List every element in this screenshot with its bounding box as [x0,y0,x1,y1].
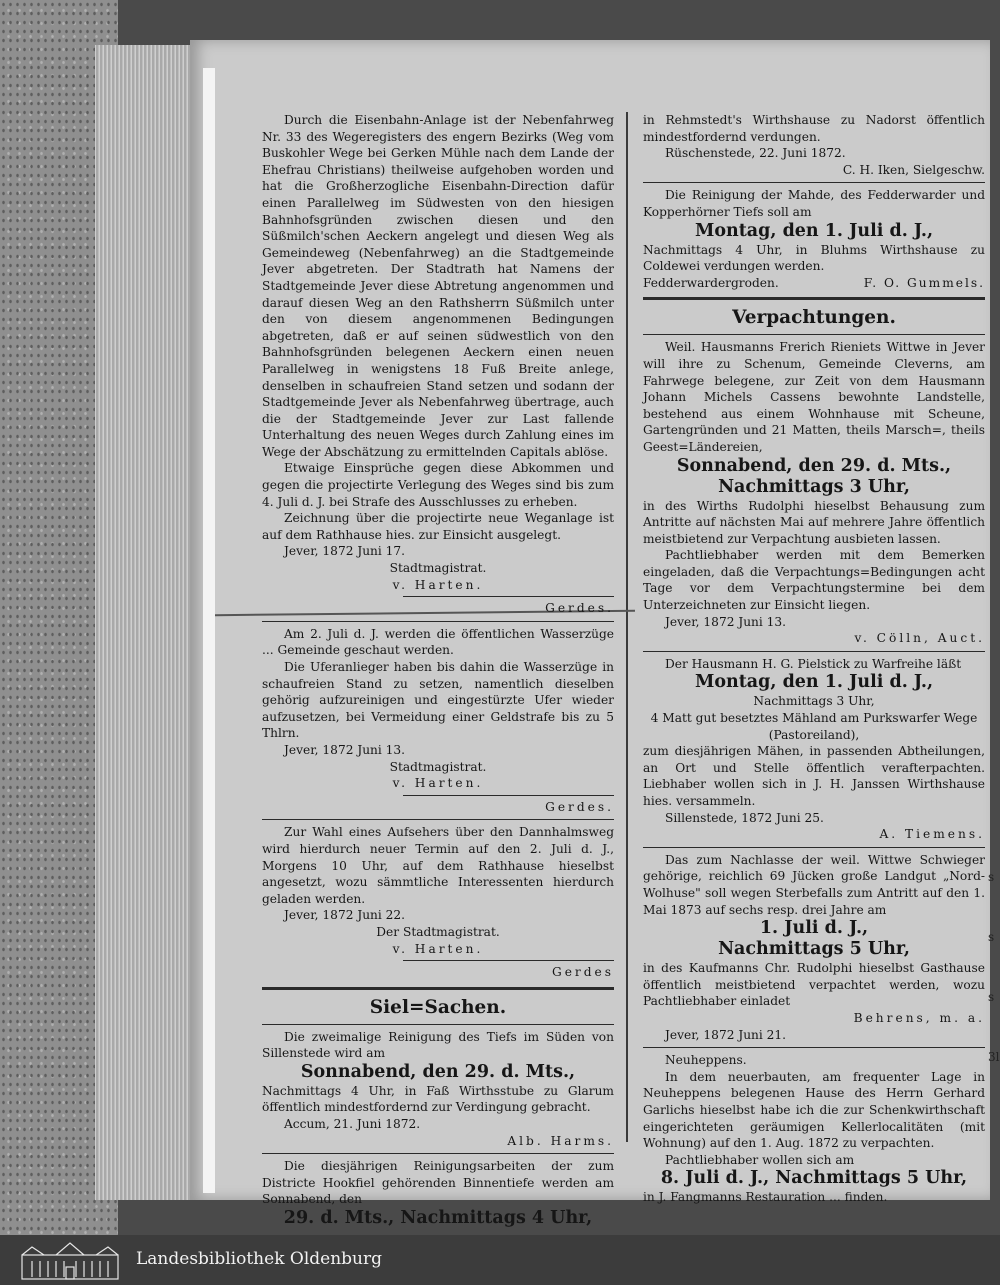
notice-cleaning-text: Nachmittags 4 Uhr, in Faß Wirthsstube zu Glarum öffentlich mindestfordernd zur Verdingung gebracht. [262,1083,614,1115]
notice-pielstick-text: Der Hausmann H. G. Pielstick zu Warfreihe läßt [665,656,962,671]
notice-authority: Der Stadtmagistrat. [376,924,500,939]
notice-time: Nachmittags 3 Uhr, [753,694,875,709]
notice-supervisor-text: Zur Wahl eines Aufsehers über den Dannhalmsweg wird hierdurch neuer Termin auf den 2. Juli d. J., Morgens 10 Uhr, auf dem Rathhause hieselbst angesetzt, wozu sämmtliche Interessenten hierdurch geladen werden. [262,825,614,906]
notice-signature: v. Cölln, Auct. [854,631,985,646]
notice-mahde-text: Die Reinigung der Mahde, des Fedderwarder und Kopperhörner Tiefs soll am [643,188,985,219]
notice-separator [262,819,614,820]
notice-separator [643,847,985,848]
notice-road-text: Durch die Eisenbahn-Anlage ist der Nebenfahrweg Nr. 33 des Wegeregisters des engern Bezirks (Weg vom Buskohler Wege bei Gerken Mühle nach dem Lande der Ehefrau Christians) theilweise aufgehoben worden und hat die Großherzogliche Eisenbahn-Direction dafür einen Parallelweg im Südwesten von den hiesigen Bahnhofsgründen zwischen diesen und den Süßmilch'schen Aeckern angelegt und diesen Weg als Gemeindeweg (Nebenfahrweg) an die Stadtgemeinde Jever abgetreten. Der Stadtrath hat Namens der Stadtgemeinde Jever diese Abtretung angenommen und darauf diesen Weg an den Rathsherrn Süßmilch unter den von diesem angenommenen Bedingungen abgetreten, daß er auf seinen südwestlich von den Bahnhofsgründen belegenen Aeckern einen neuen Parallelweg in wenigstens 18 Fuß Breite anlege, denselben in schaufreien Stand setzen und sodann der Stadtgemeinde Jever als Nebenfahrweg übertrage, auch die der Stadtgemeinde Jever zur Last fallende Unterhaltung des neuen Weges durch Zahlung eines im Wege der Abschätzung zu ermittelnden Capitals ablöse. [262,113,614,459]
notice-date-highlight: Sonnabend, den 29. d. Mts., [300,1061,576,1082]
notice-signature: Gerdes. [545,799,614,814]
section-heading-verpachtungen: Verpachtungen. [732,307,896,329]
notice-authority: Stadtmagistrat. [389,561,487,576]
notice-road-drawing: Zeichnung über die projectirte neue Weganlage ist auf dem Rathhause hies. zur Einsicht ausgelegt. [262,511,614,542]
notice-waterways-text: Die Uferanlieger haben bis dahin die Wasserzüge in schaufreien Stand zu setzen, namentlich dieselben gehörig aufzureinigen und eingestürzte Ufer wieder aufzusetzen, bei Vermeidung einer Geldstrafe bis zu 5 Thlrn. [262,660,614,741]
notice-signature: v. Harten. [392,577,484,592]
notice-signature: Alb. Harms. [507,1133,614,1148]
notice-mahde-text: Nachmittags 4 Uhr, in Bluhms Wirthshause zu Coldewei verdungen werden. [643,242,985,274]
signature-rule [403,795,614,796]
notice-pielstick-text: 4 Matt gut besetztes Mähland am Purkswarfer Wege (Pastoreiland), [650,711,978,742]
notice-waterways-text: Am 2. Juli d. J. werden die öffentlichen Wasserzüge ... Gemeinde geschaut werden. [262,626,614,658]
page-stack-edges [95,45,195,1200]
notice-neuheppens-text: in J. Fangmanns Restauration ... finden. [643,1190,888,1205]
notice-date-highlight: Montag, den 1. Juli d. J., [694,220,934,241]
notice-neuheppens-text: In dem neuerbauten, am frequenter Lage in Neuheppens belegenen Hause des Herrn Gerhard Garlichs hieselbst habe ich die zur Schenkwirthschaft eingerichteten geräumigen Kellerlocalitäten (mit Wohnung) auf den 1. Aug. 1872 zu verpachten. [643,1069,985,1151]
margin-fragment: s [988,930,995,944]
notice-signature: Behrens, m. a. [853,1010,985,1025]
notice-date: Jever, 1872 Juni 17. [284,544,406,559]
section-separator [262,987,614,990]
notice-signature: v. Harten. [392,776,484,791]
notice-date-highlight: 29. d. Mts., Nachmittags 4 Uhr, [283,1208,593,1229]
notice-schwieger-text: Das zum Nachlasse der weil. Wittwe Schwieger gehörige, reichlich 69 Jücken große Landgut „Nord-Wolhuse" soll wegen Sterbefalls zum Antritt auf den 1. Mai 1873 auf sechs resp. drei Jahre am [643,852,985,917]
notice-date-highlight: Montag, den 1. Juli d. J., [694,672,934,693]
notice-pielstick-text: zum diesjährigen Mähen, in passenden Abtheilungen, an Ort und Stelle öffentlich verafterpachten. Liebhaber wollen sich in J. H. Janssen Wirthshause hies. versammeln. [643,744,985,808]
notice-date: Jever, 1872 Juni 21. [665,1027,787,1042]
notice-date-highlight: 8. Juli d. J., Nachmittags 5 Uhr, [660,1168,968,1189]
notice-date: Jever, 1872 Juni 22. [284,908,406,923]
notice-date-highlight: Sonnabend, den 29. d. Mts., [676,455,952,476]
library-building-logo [20,1241,120,1285]
notice-separator [643,1047,985,1048]
margin-fragment: 3l [988,1050,1000,1064]
left-column [262,112,614,1229]
notice-authority: Stadtmagistrat. [389,759,487,774]
signature-rule [403,960,614,961]
notice-signature: C. H. Iken, Sielgeschw. [842,162,985,177]
notice-separator [262,1153,614,1154]
section-heading-siel: Siel=Sachen. [369,996,507,1018]
notice-date: Accum, 21. Juni 1872. [284,1117,421,1132]
notice-signature: Gerdes [551,965,614,980]
library-name: Landesbibliothek Oldenburg [136,1249,383,1269]
notice-hookfiel-text: Die diesjährigen Reinigungsarbeiten der zum Districte Hookfiel gehörenden Binnentiefe werden am Sonnabend, den [262,1159,614,1207]
notice-neuheppens-text: Pachtliebhaber wollen sich am [665,1152,855,1167]
notice-separator [643,651,985,652]
page-gutter-strip [203,68,215,1193]
notice-date: Jever, 1872 Juni 13. [284,742,406,757]
notice-rehmstedt-text: in Rehmstedt's Wirthshause zu Nadorst öffentlich mindestfordernd verdungen. [643,113,985,144]
column-divider [626,112,628,1142]
library-footer-bar [0,1235,1000,1285]
notice-place [643,275,985,292]
section-separator [643,297,985,300]
notice-place-name: Fedderwardergroden. [643,275,779,290]
notice-rieniets-text: in des Wirths Rudolphi hieselbst Behausung zum Antritte auf nächsten Mai auf mehrere Jahre öffentlich meistbietend zur Verpachtung ausbieten lassen. [643,498,985,546]
notice-separator [262,621,614,622]
signature-rule [403,596,614,597]
notice-place: Neuheppens. [665,1053,747,1068]
margin-fragment: s [988,870,995,884]
margin-fragment: s [988,990,995,1004]
notice-signature: v. Harten. [392,941,484,956]
notice-date: Sillenstede, 1872 Juni 25. [665,810,824,825]
notice-rieniets-text: Pachtliebhaber werden mit dem Bemerken eingeladen, daß die Verpachtungs=Bedingungen acht Tage vor dem Verpachtungstermine bei dem Unterzeichneten zur Einsicht liegen. [643,548,985,613]
notice-signature: Gerdes. [545,601,614,616]
heading-rule [643,334,985,335]
right-column [643,112,985,1206]
notice-date: Rüschenstede, 22. Juni 1872. [665,146,846,161]
notice-signature: F. O. Gummels. [863,275,985,290]
notice-date-highlight: 1. Juli d. J., [759,918,869,939]
notice-signature: A. Tiemens. [879,827,985,842]
notice-separator [643,182,985,183]
notice-date: Jever, 1872 Juni 13. [665,614,787,629]
notice-rieniets-text: Weil. Hausmanns Frerich Rieniets Wittwe in Jever will ihre zu Schenum, Gemeinde Cleverns, am Fahrwege belegene, zur Zeit von dem Hausmann Johann Michels Cassens bewohnte Landstelle, bestehend aus einem Wohnhause mit Scheune, Gartengründen und 21 Matten, theils Marsch=, theils Geest=Ländereien, [643,340,985,454]
notice-time-highlight: Nachmittags 3 Uhr, [718,476,910,497]
notice-road-objections: Etwaige Einsprüche gegen diese Abkommen und gegen die projectirte Verlegung des Weges sind bis zum 4. Juli d. J. bei Strafe des Ausschlusses zu erheben. [262,461,614,509]
notice-cleaning-text: Die zweimalige Reinigung des Tiefs im Süden von Sillenstede wird am [262,1029,614,1061]
notice-time-highlight: Nachmittags 5 Uhr, [718,939,910,960]
heading-rule [262,1024,614,1025]
notice-schwieger-text: in des Kaufmanns Chr. Rudolphi hieselbst Gasthause öffentlich meistbietend verpachtet werden, wozu Pachtliebhaber einladet [643,961,985,1009]
